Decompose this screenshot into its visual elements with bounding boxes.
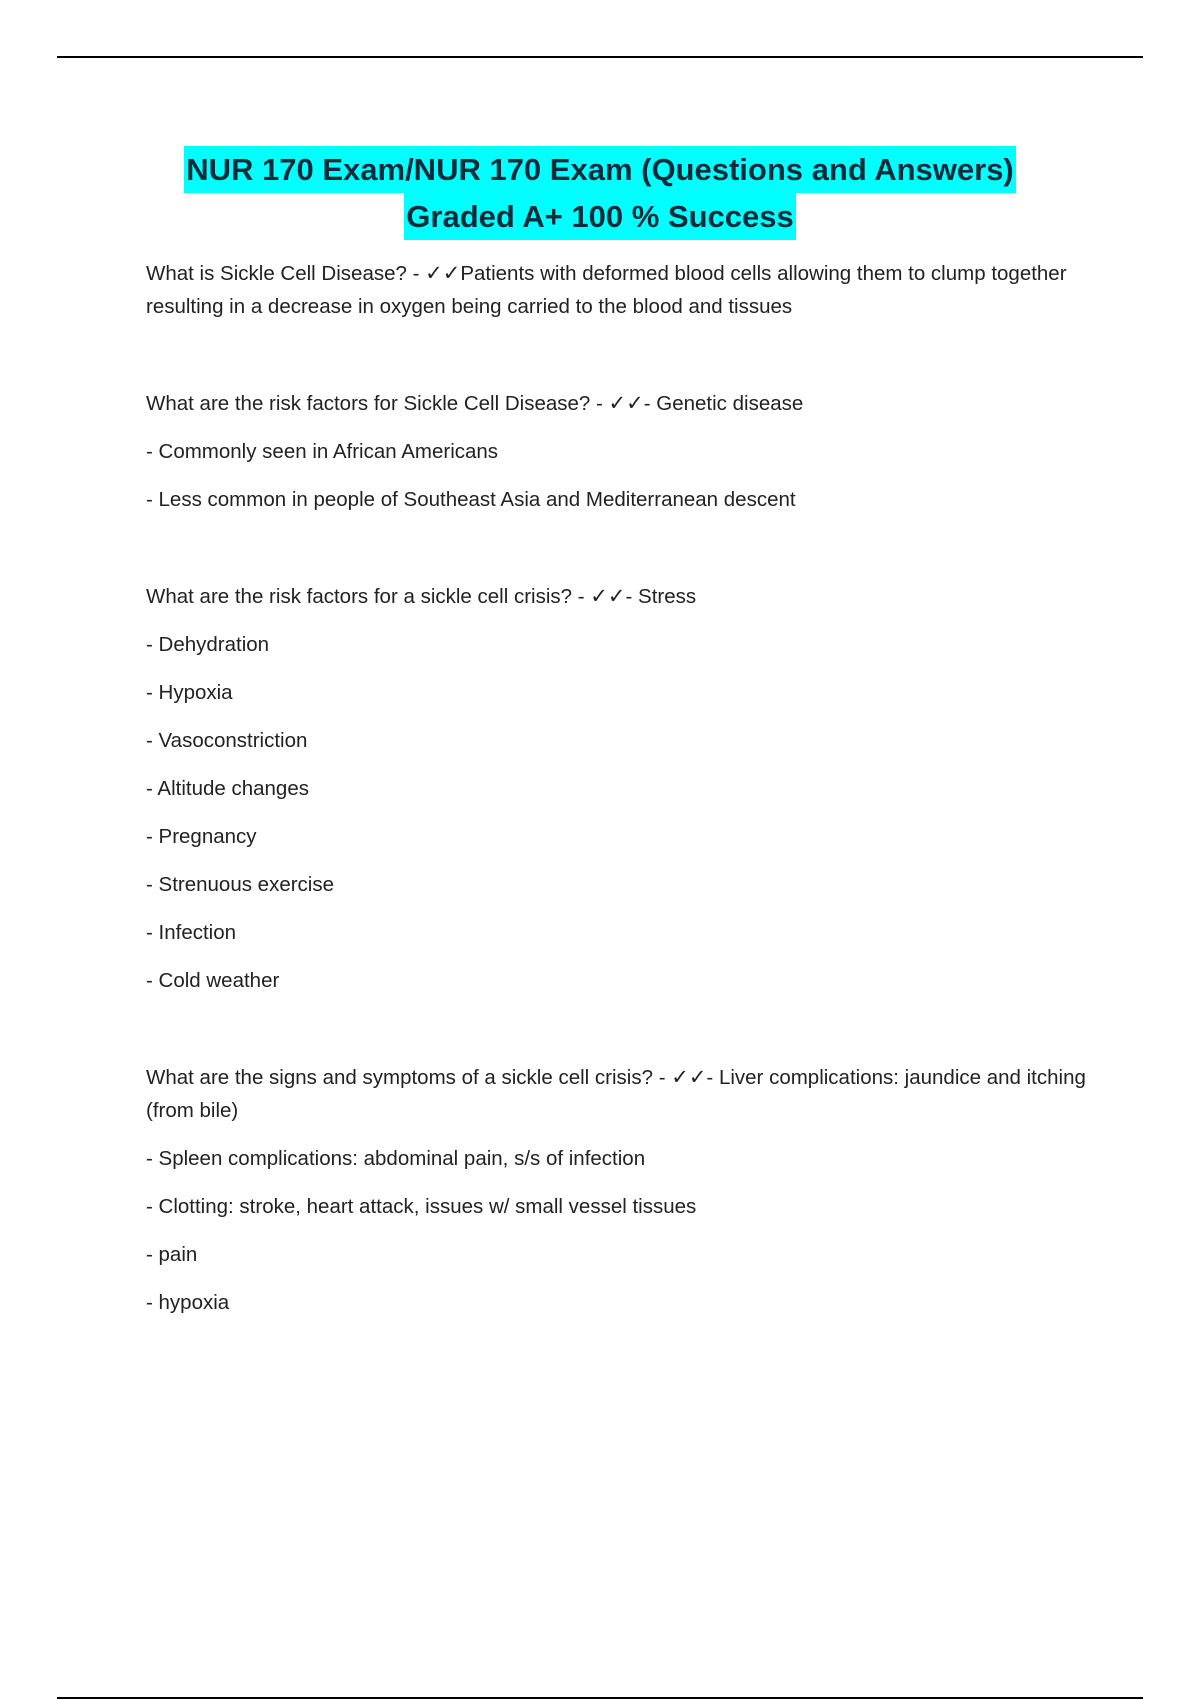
section-spacer (146, 997, 1096, 1061)
answer-bullet: - Less common in people of Southeast Asia and Mediterranean descent (146, 488, 796, 511)
qa-section (146, 387, 1096, 516)
answer-bullet: - Clotting: stroke, heart attack, issues w/ small vessel tissues (146, 1195, 697, 1218)
title-line-2: Graded A+ 100 % Success (404, 193, 795, 240)
qa-question-line (146, 580, 1096, 613)
answer-bullet: - Vasoconstriction (146, 729, 308, 752)
qa-section (146, 1061, 1096, 1319)
answer-bullet: - Infection (146, 921, 237, 944)
document-title (57, 146, 1143, 240)
answer-bullet: - Altitude changes (146, 777, 309, 800)
answer-bullet: - Spleen complications: abdominal pain, s/s of infection (146, 1147, 646, 1170)
answer-bullet: - pain (146, 1243, 198, 1266)
section-spacer (146, 516, 1096, 580)
double-check-icon: ✓✓ (608, 391, 644, 415)
title-line-1: NUR 170 Exam/NUR 170 Exam (Questions and Answers) (184, 146, 1016, 193)
answer-text: - Genetic disease (643, 392, 804, 415)
qa-content (146, 257, 1096, 1319)
section-spacer (146, 323, 1096, 387)
double-check-icon: ✓✓ (671, 1065, 707, 1089)
qa-section (146, 580, 1096, 997)
answer-text: - Stress (625, 585, 697, 608)
answer-bullet: - Dehydration (146, 633, 270, 656)
answer-bullet: - hypoxia (146, 1291, 230, 1314)
question-text: What are the signs and symptoms of a sickle cell crisis? - (146, 1066, 672, 1089)
footer-rule (57, 1697, 1143, 1699)
qa-question-line (146, 1061, 1096, 1127)
question-text: What are the risk factors for a sickle cell crisis? - (146, 585, 591, 608)
answer-bullet: - Pregnancy (146, 825, 257, 848)
double-check-icon: ✓✓ (425, 261, 461, 285)
answer-text: - Liver complications: jaundice and itching (from bile) (146, 1066, 1086, 1122)
qa-question-line (146, 387, 1096, 420)
qa-section (146, 257, 1096, 323)
answer-text: Patients with deformed blood cells allowing them to clump together resulting in a decrease in oxygen being carried to the blood and tissues (146, 262, 1067, 318)
answer-bullet: - Commonly seen in African Americans (146, 440, 499, 463)
answer-bullet: - Hypoxia (146, 681, 233, 704)
qa-question-line (146, 257, 1096, 323)
question-text: What are the risk factors for Sickle Cell Disease? - (146, 392, 609, 415)
question-text: What is Sickle Cell Disease? - (146, 262, 426, 285)
header-rule (57, 56, 1143, 58)
answer-bullet: - Cold weather (146, 969, 280, 992)
answer-bullet: - Strenuous exercise (146, 873, 335, 896)
double-check-icon: ✓✓ (590, 584, 626, 608)
